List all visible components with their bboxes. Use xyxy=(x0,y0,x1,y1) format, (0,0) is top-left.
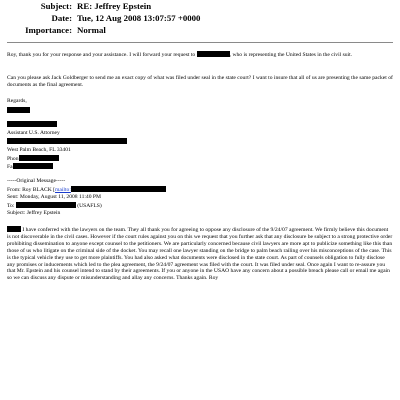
subject-value: RE: Jeffrey Epstein xyxy=(77,1,152,11)
signature-name xyxy=(7,107,30,115)
from-prefix: From: Roy BLACK [ xyxy=(7,187,56,193)
redaction-block xyxy=(7,226,21,232)
email-header xyxy=(0,0,400,40)
original-from xyxy=(7,186,166,194)
original-message-body xyxy=(7,226,393,282)
redaction-block xyxy=(13,163,53,169)
original-message-divider: -----Original Message----- xyxy=(7,178,66,184)
original-sent: Sent: Monday, August 11, 2008 11:40 PM xyxy=(7,194,102,200)
signature-fax xyxy=(7,163,53,171)
phone-label: Phon xyxy=(7,156,19,162)
mailto-link[interactable]: mailto: xyxy=(55,187,71,193)
redaction-block xyxy=(197,51,230,57)
importance-label: Importance: xyxy=(25,25,72,35)
regards-line: Regards, xyxy=(7,98,27,104)
signature-address xyxy=(7,138,127,146)
date-label: Date: xyxy=(51,13,72,23)
header-divider xyxy=(7,42,393,43)
importance-value: Normal xyxy=(77,25,106,35)
redaction-block xyxy=(19,155,59,161)
redaction-block xyxy=(16,202,76,208)
reply-paragraph-2: Can you please ask Jack Goldberger to send me an exact copy of what was filed under seal in the state court? I want to insure that all of us are presenting the same packet of documents as the final agreement. xyxy=(7,75,393,88)
reply-paragraph-1-end: , who is representing the United States in the civil suit. xyxy=(229,52,353,58)
redaction-block xyxy=(7,121,57,127)
signature-city: West Palm Beach, FL 33401 xyxy=(7,147,71,153)
redaction-block xyxy=(7,138,127,144)
original-to xyxy=(7,202,102,210)
to-prefix: To: xyxy=(7,203,15,209)
reply-paragraph-1 xyxy=(7,51,393,59)
fax-label: Fa xyxy=(7,164,13,170)
original-subject: Subject: Jeffrey Epstein xyxy=(7,210,61,216)
date-value: Tue, 12 Aug 2008 13:07:57 +0000 xyxy=(77,13,201,23)
signature-title: Assistant U.S. Attorney xyxy=(7,130,60,136)
importance-row xyxy=(0,24,400,36)
subject-row xyxy=(0,0,400,12)
subject-label: Subject: xyxy=(40,1,72,11)
reply-paragraph-1-start: Roy, thank you for your response and your assistance. I will forward your request to xyxy=(7,52,196,58)
original-message-text: I have conferred with the lawyers on the team. They all thank you for agreeing to oppose any disclosure of the 9/24/07 agreement. We firmly believe this document is not discoverable in the civil cases. However if the court rules against you on this we request that you further ask that any disclosure be subject to a strong protective order prohibiting dissemination to anyone except counsel to the petitioners. We are particularly concerned because civil lawyers are more apt to publicize something like this than those of us who litigate on the criminal side of the docket. You may recall one lawyer standing on the bridge to palm beach railing over his misconceptions of the case. This is the typical vehicle they use to get more plaintiffs. You had also asked what documents were disclosed in the state court. As part of counsels obligation to fully disclose any promises or inducements which led to the plea agreement, the 9/24/07 agreement was filed with the court. It was filed under seal. Once again I want to re-assure you that Mr. Epstein and his counsel intend to stand by their agreements. If you or anyone in the USAO have any concern about a possible breach please call or email me again so we can discuss any dispute or misunderstanding and allay any concerns. Thanks again. Roy xyxy=(7,227,393,282)
redaction-block xyxy=(71,186,166,192)
to-suffix: (USAFLS) xyxy=(77,203,102,209)
signature-name-full xyxy=(7,121,57,129)
date-row xyxy=(0,12,400,24)
redaction-block xyxy=(7,107,30,113)
signature-phone xyxy=(7,155,59,163)
